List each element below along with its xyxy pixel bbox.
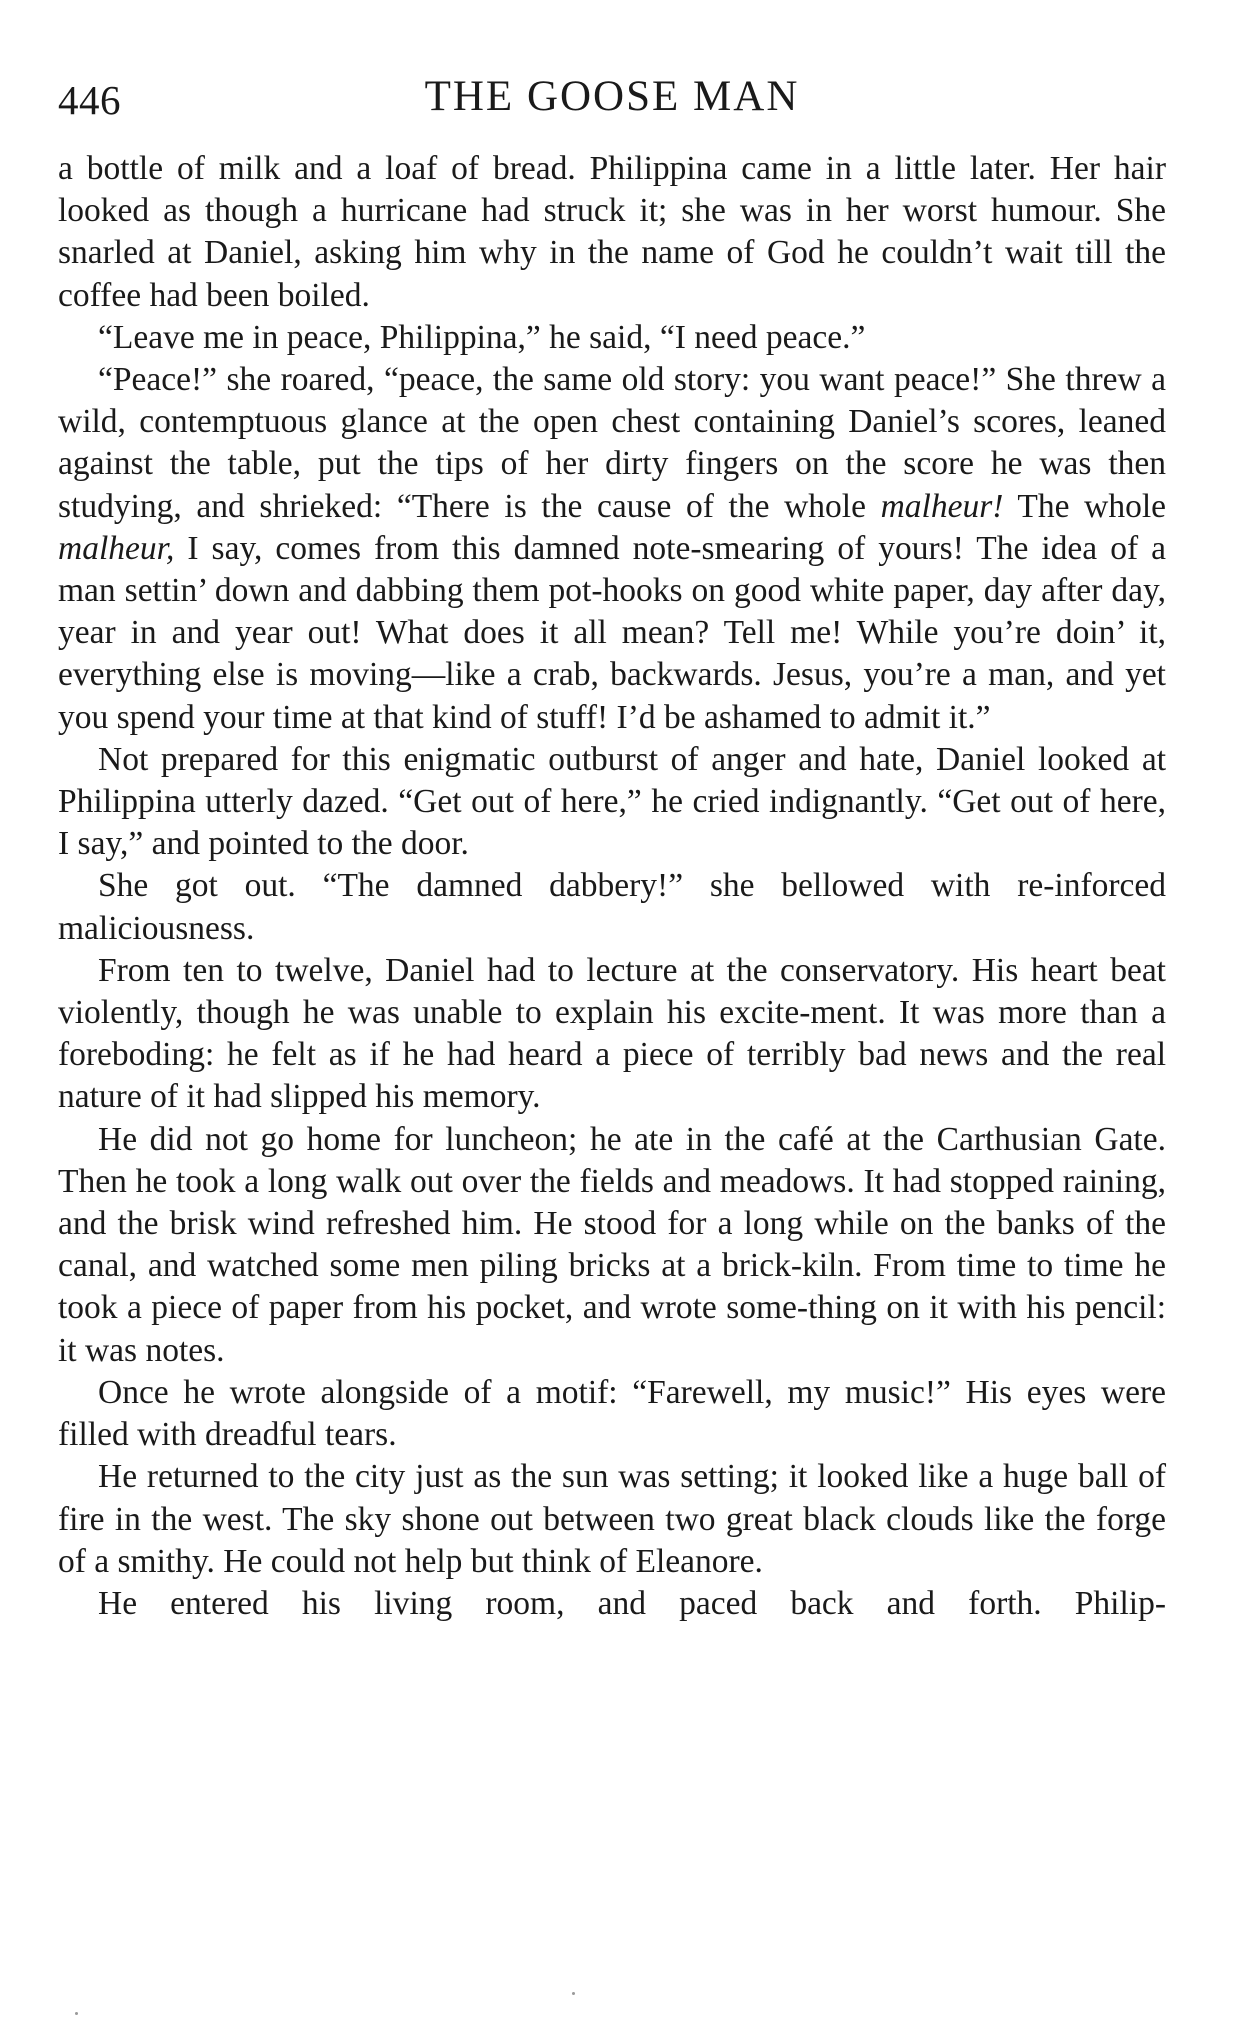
running-head <box>58 66 1166 126</box>
paragraph <box>58 865 1166 949</box>
paragraph <box>58 1372 1166 1456</box>
text-run: He entered his living room, and paced back and forth. Philip- <box>98 1584 1166 1622</box>
paragraph <box>58 1583 1166 1625</box>
text-run: a bottle of milk and a loaf of bread. Philippina came in a little later. Her hair looked as though a hurricane had struck it; she was in her worst humour. She snarled at Daniel, asking him why in the name of God he couldn’t wait till the coffee had been boiled. <box>58 150 1166 314</box>
text-run: She got out. “The damned dabbery!” she bellowed with re-inforced maliciousness. <box>58 867 1166 947</box>
text-run: He did not go home for luncheon; he ate in the café at the Carthusian Gate. Then he took a long walk out over the fields and meadows. It had stopped raining, and the brisk wind refreshed him. He stood for a long while on the banks of the canal, and watched some men piling bricks at a brick-kiln. From time to time he took a piece of paper from his pocket, and wrote some-thing on it with his pencil: it was notes. <box>58 1120 1166 1369</box>
paragraph <box>58 148 1166 317</box>
paragraph <box>58 359 1166 739</box>
italic-text-run: malheur! <box>880 487 1004 525</box>
paragraph <box>58 739 1166 866</box>
paragraph <box>58 1119 1166 1372</box>
text-run: The whole <box>1003 487 1166 525</box>
text-run: Once he wrote alongside of a motif: “Farewell, my music!” His eyes were filled with dreadful tears. <box>58 1373 1166 1454</box>
text-run: “Leave me in peace, Philippina,” he said, “I need peace.” <box>98 318 866 356</box>
paragraph <box>58 317 1166 359</box>
text-run: He returned to the city just as the sun was setting; it looked like a huge ball of fire in the west. The sky shone out between two great black clouds like the forge of a smithy. He could not help but think of Eleanore. <box>58 1458 1166 1580</box>
scan-speck <box>75 2012 78 2015</box>
scan-speck <box>572 1992 575 1995</box>
paragraph <box>58 1456 1166 1583</box>
text-run: Not prepared for this enigmatic outburst of anger and hate, Daniel looked at Philippina utterly dazed. “Get out of here,” he cried indignantly. “Get out of here, I say,” and pointed to the door. <box>58 740 1166 863</box>
book-page <box>58 66 1166 1625</box>
paragraph <box>58 950 1166 1119</box>
body-text <box>58 148 1166 1625</box>
page-number: 446 <box>58 77 121 123</box>
text-run: From ten to twelve, Daniel had to lecture at the conservatory. His heart beat violently, though he was unable to explain his excite-ment. It was more than a foreboding: he felt as if he had heard a piece of terribly bad news and the real nature of it had slipped his memory. <box>58 951 1166 1116</box>
running-title: THE GOOSE MAN <box>424 73 800 120</box>
text-run: I say, comes from this damned note-smearing of yours! The idea of a man settin’ down and dabbing them pot-hooks on good white paper, day after day, year in and year out! What does it all mean? Tell me! While you’re doin’ it, everything else is moving—like a crab, backwards. Jesus, you’re a man, and yet you spend your time at that kind of stuff! I’d be ashamed to admit it.” <box>58 529 1166 736</box>
text-run: “Peace!” she roared, “peace, the same old story: you want peace!” She threw a wild, contemptuous glance at the open chest containing Daniel’s scores, leaned against the table, put the tips of her dirty fingers on the score he was then studying, and shrieked: “There is the cause of the whole <box>58 361 1166 525</box>
italic-text-run: malheur, <box>58 529 175 567</box>
